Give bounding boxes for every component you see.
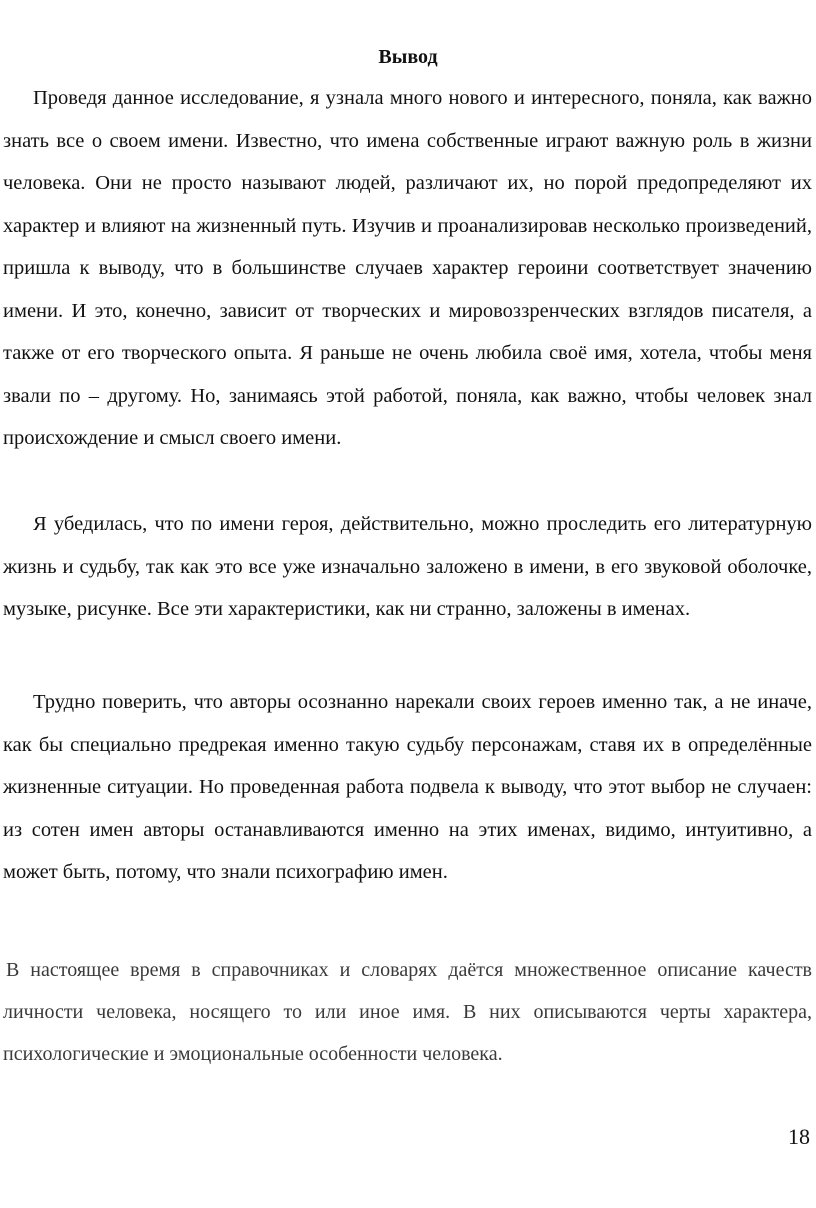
paragraph-3: Трудно поверить, что авторы осознанно нарекали своих героев именно так, а не иначе, как бы специально предрекая именно такую судьбу персонажам, ставя их в определённые жизненные ситуации. Но проведенная работа подвела к выводу, что этот выбор не случаен: из сотен имен авторы останавливаются именно на этих именах, видимо, интуитивно, а может быть, потому, что знали психографию имен.	[3, 691, 812, 883]
paragraph-2: Я убедилась, что по имени героя, действительно, можно проследить его литературную жизнь и судьбу, так как это все уже изначально заложено в имени, в его звуковой оболочке, музыке, рисунке. Все эти характеристики, как ни странно, заложены в именах.	[3, 513, 812, 620]
page-number: 18	[788, 1124, 810, 1149]
paragraph-4: В настоящее время в справочниках и словарях даётся множественное описание качеств личности человека, носящего то или иное имя. В них описываются черты характера, психологические и эмоциональные особенности человека.	[3, 959, 812, 1065]
page-title: Вывод	[378, 46, 438, 68]
paragraph-1: Проведя данное исследование, я узнала много нового и интересного, поняла, как важно знать все о своем имени. Известно, что имена собственные играют важную роль в жизни человека. Они не просто называют людей, различают их, но порой предопределяют их характер и влияют на жизненный путь. Изучив и проанализировав несколько произведений, пришла к выводу, что в большинстве случаев характер героини соответствует значению имени. И это, конечно, зависит от творческих и мировоззренческих взглядов писателя, а также от его творческого опыта. Я раньше не очень любила своё имя, хотела, чтобы меня звали по – другому. Но, занимаясь этой работой, поняла, как важно, чтобы человек знал происхождение и смысл своего имени.	[3, 87, 812, 449]
